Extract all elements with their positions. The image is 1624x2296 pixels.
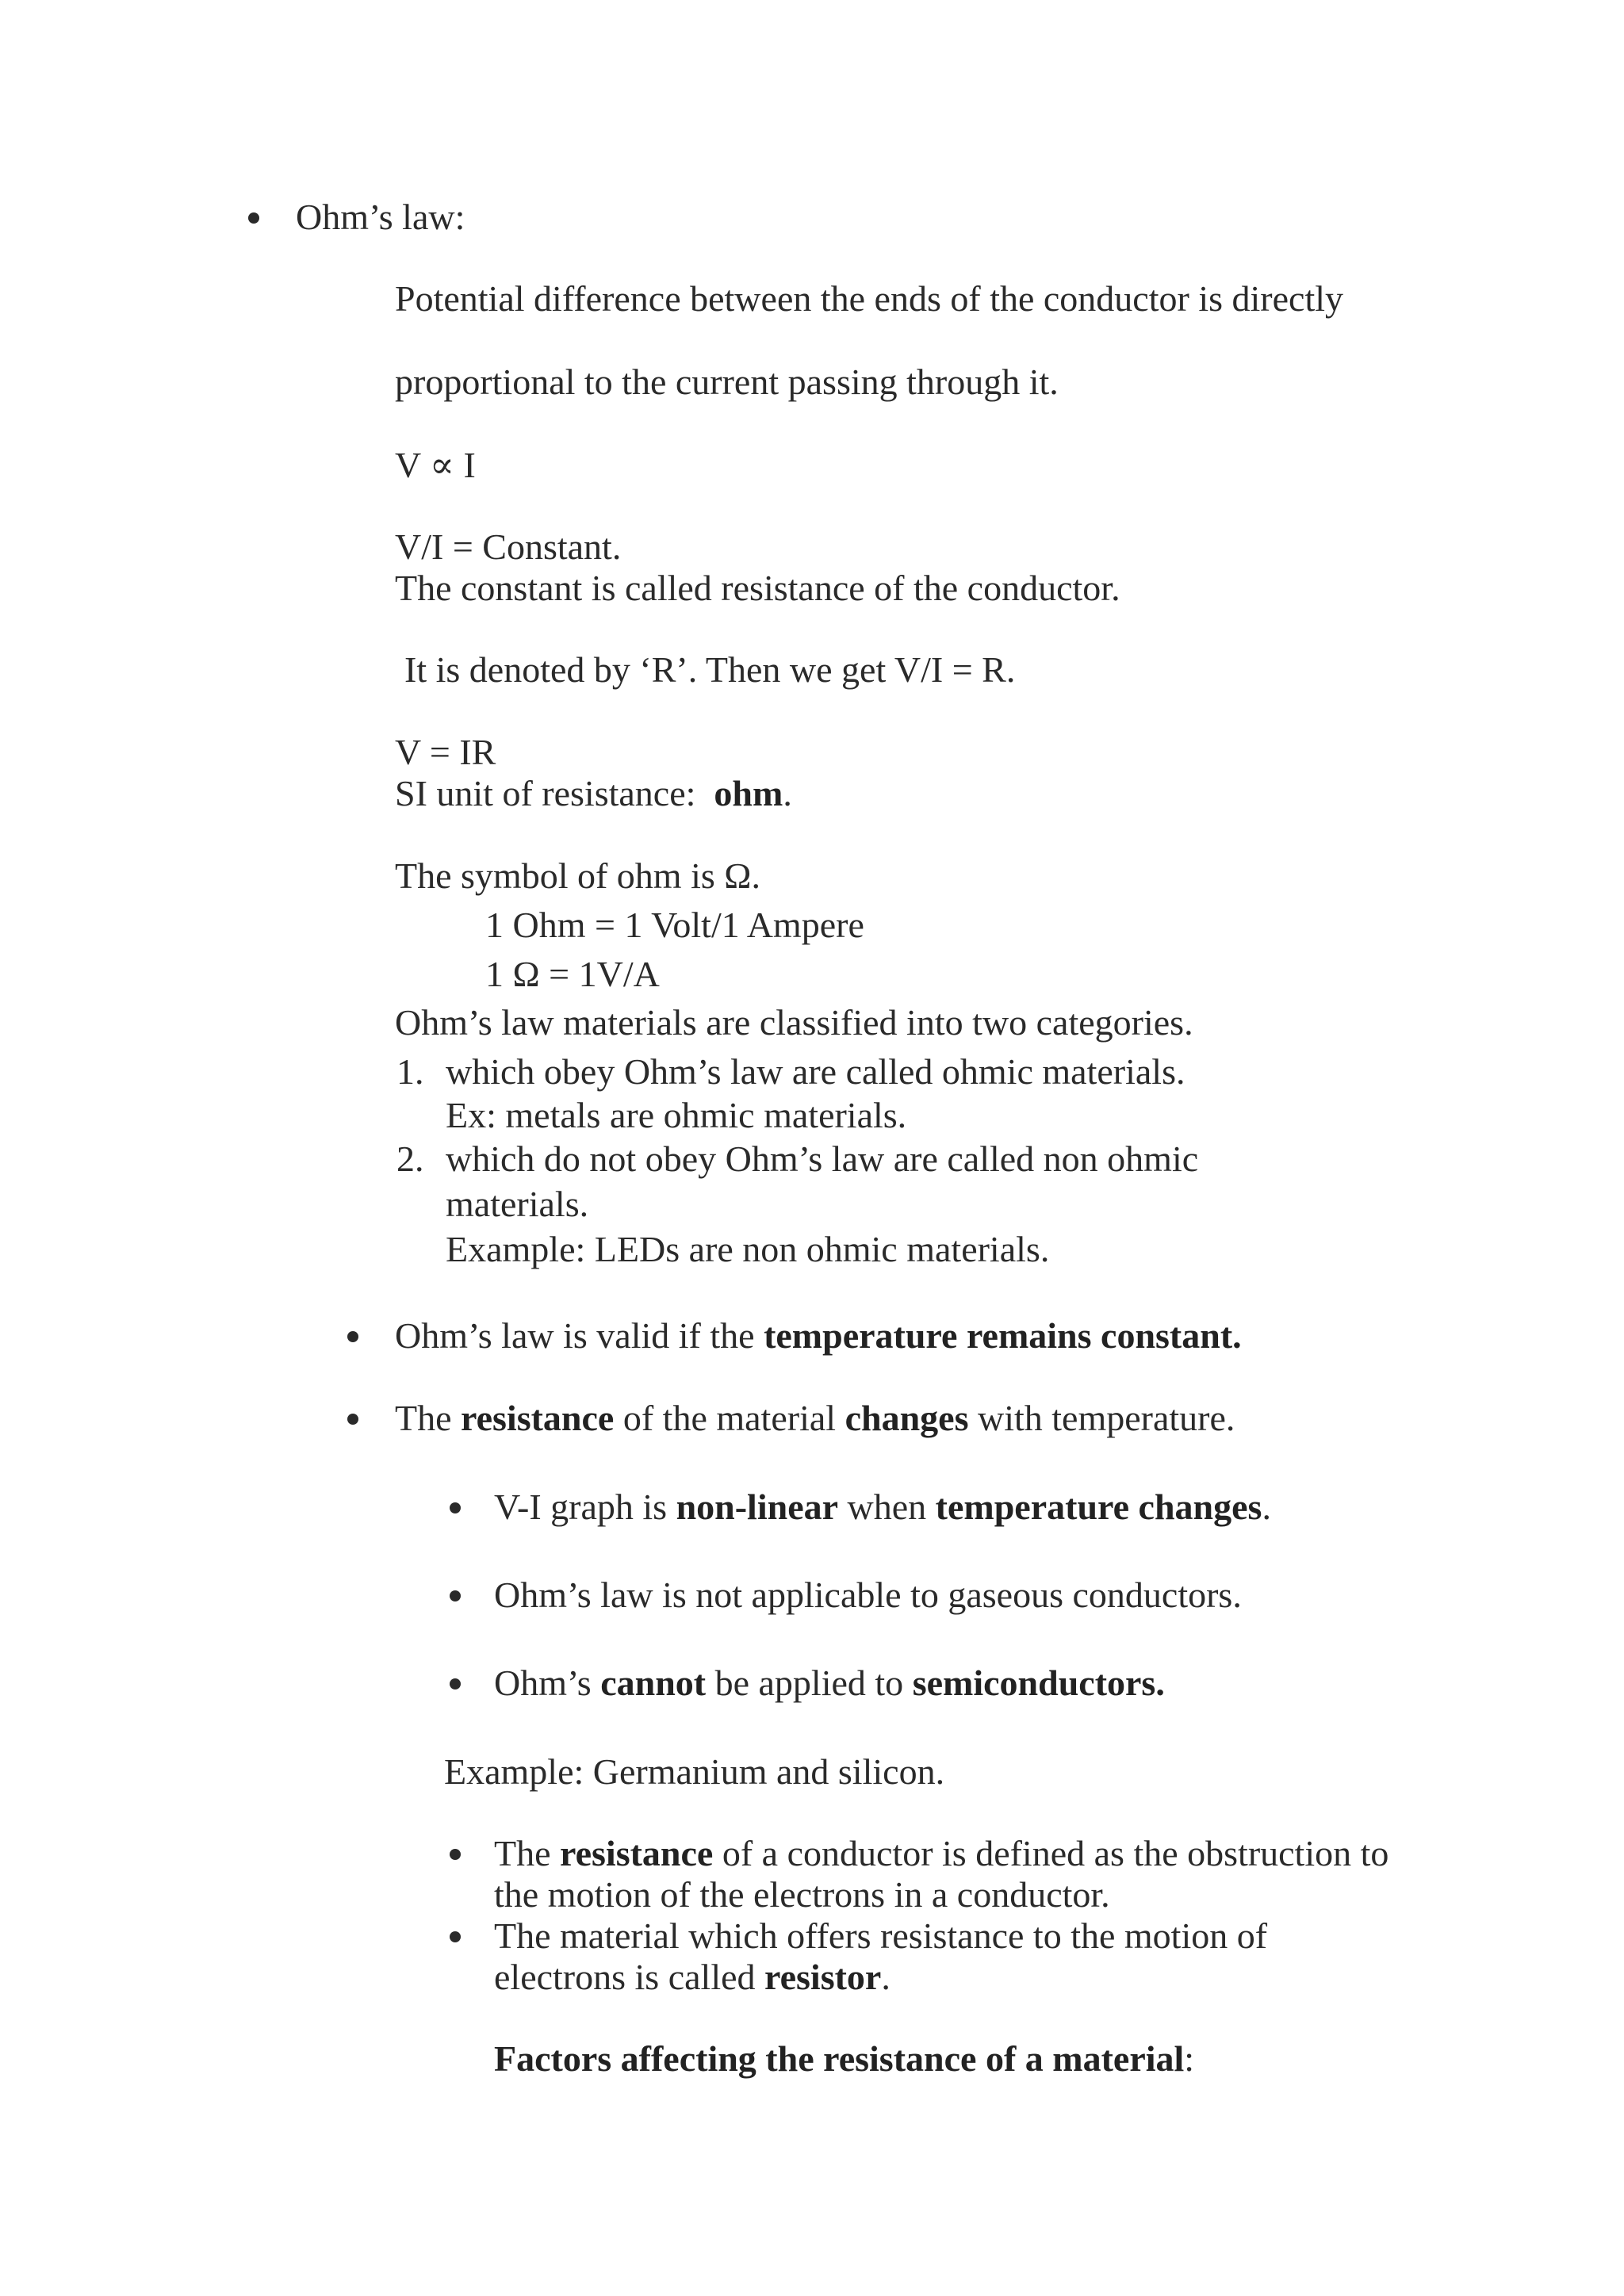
validity-emphasis: temperature remains constant. — [764, 1315, 1242, 1356]
ratio-formula: V/I = Constant. — [395, 526, 622, 567]
definition-line-2: proportional to the current passing through it. — [395, 362, 1059, 402]
emphasis: resistor — [764, 1957, 882, 1997]
bullet-vi-graph — [494, 1486, 1271, 1529]
equation-ohm-symbol: 1 Ω = 1V/A — [485, 954, 660, 994]
resistor-definition-cont — [494, 1956, 891, 1999]
bullet-ohms-law-heading — [296, 196, 465, 239]
list-item-ohmic — [396, 1050, 1185, 1093]
text: with temperature. — [968, 1398, 1235, 1438]
text: Ohm’s law is not applicable to gaseous conductors. — [494, 1575, 1242, 1615]
text: when — [838, 1487, 936, 1527]
text: Ohm’s — [494, 1663, 601, 1703]
emphasis: non-linear — [676, 1487, 839, 1527]
si-unit-label: SI unit of resistance: — [395, 773, 714, 813]
emphasis: semiconductors. — [912, 1663, 1165, 1703]
text: of a conductor is defined as the obstruction to — [713, 1833, 1389, 1873]
bullet-gaseous — [494, 1574, 1242, 1617]
bullet-semiconductors — [494, 1662, 1165, 1705]
list-item-ohmic-example: Ex: metals are ohmic materials. — [446, 1095, 907, 1135]
list-item-line: which obey Ohm’s law are called ohmic materials. — [446, 1051, 1185, 1092]
equation-ohm-definition: 1 Ohm = 1 Volt/1 Ampere — [485, 905, 864, 945]
factors-heading — [494, 2038, 1194, 2080]
emphasis: resistance — [560, 1833, 714, 1873]
denoted-text: It is denoted by ‘R’. Then we get V/I = R. — [404, 649, 1016, 690]
proportionality-formula: V ∝ I — [395, 445, 476, 485]
list-item-non-ohmic — [396, 1138, 1199, 1181]
list-number: 2. — [396, 1138, 424, 1179]
vir-formula: V = IR — [395, 732, 496, 772]
bullet-validity — [395, 1314, 1242, 1357]
emphasis: changes — [845, 1398, 969, 1438]
symbol-text: The symbol of ohm is Ω. — [395, 855, 760, 896]
factors-heading-text: Factors affecting the resistance of a material — [494, 2038, 1185, 2079]
emphasis: cannot — [600, 1663, 707, 1703]
si-unit-line — [395, 772, 792, 815]
si-unit-period: . — [783, 773, 792, 813]
bullet-resistance-definition — [494, 1832, 1388, 1875]
validity-text: Ohm’s law is valid if the — [395, 1315, 764, 1356]
resistance-definition-cont: the motion of the electrons in a conductor. — [494, 1874, 1110, 1915]
semiconductor-example: Example: Germanium and silicon. — [444, 1751, 945, 1792]
list-item-non-ohmic-cont: materials. — [446, 1184, 589, 1224]
si-unit-value: ohm — [714, 773, 783, 813]
section-heading: Ohm’s law: — [296, 197, 465, 237]
emphasis: temperature changes — [935, 1487, 1262, 1527]
text: V-I graph is — [494, 1487, 676, 1527]
text: . — [881, 1957, 891, 1997]
text: : — [1184, 2038, 1195, 2079]
text: of the material — [614, 1398, 845, 1438]
bullet-resistance-changes — [395, 1397, 1235, 1440]
text: be applied to — [706, 1663, 913, 1703]
text: electrons is called — [494, 1957, 765, 1997]
list-number: 1. — [396, 1051, 424, 1092]
constant-text: The constant is called resistance of the conductor. — [395, 568, 1120, 608]
bullet-resistor-definition — [494, 1915, 1267, 1957]
classification-text: Ohm’s law materials are classified into two categories. — [395, 1002, 1193, 1043]
emphasis: resistance — [461, 1398, 615, 1438]
list-item-non-ohmic-example: Example: LEDs are non ohmic materials. — [446, 1229, 1050, 1269]
text: The — [494, 1833, 561, 1873]
text: The — [395, 1398, 462, 1438]
text: . — [1262, 1487, 1271, 1527]
list-item-line: which do not obey Ohm’s law are called non ohmic — [446, 1138, 1199, 1179]
definition-line-1: Potential difference between the ends of the conductor is directly — [395, 278, 1343, 319]
text: The material which offers resistance to the motion of — [494, 1915, 1268, 1956]
